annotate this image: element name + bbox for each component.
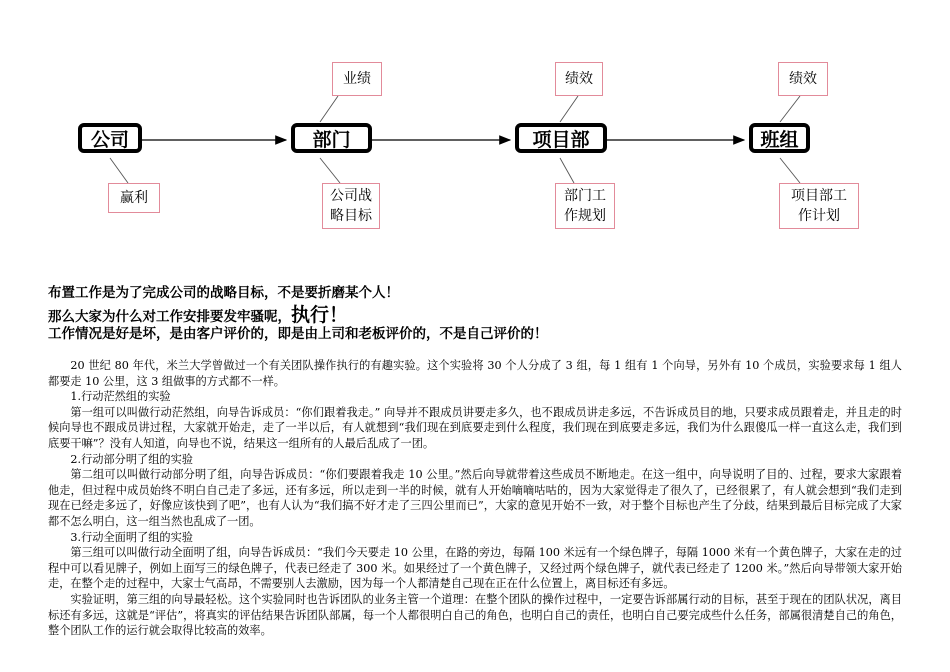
node-department: 部门 xyxy=(291,123,372,153)
flow-diagram xyxy=(0,0,950,250)
pointer-top-1 xyxy=(320,96,338,122)
callout-kpi-2: 绩效 xyxy=(778,62,828,96)
pointer-top-3 xyxy=(780,96,800,122)
callout-profit: 赢利 xyxy=(108,183,160,213)
heading-line-2-text: 那么大家为什么对工作安排要发牢骚呢， xyxy=(48,309,291,325)
callout-performance: 业绩 xyxy=(332,62,382,96)
paragraph-group-3: 第三组可以叫做行动全面明了组，向导告诉成员：“我们今天要走 10 公里，在路的旁边，每隔 100 米远有一个绿色牌子，每隔 1000 米有一个黄色牌子，大家在走的过程中可以看见牌子，例如上面写三的绿色牌子，代表已经走了 300 米。如果经过了一个黄色牌子，又经过两个绿色牌子，就代表已经走了 1200 米。”然后向导带领大家开始走，在整个走的过程中，大家士气高昂，不需要别人去激励，因为每一个人都清楚自己现在正在什么位置上，离目标还有多远。 xyxy=(48,546,902,591)
section-title-1: 1.行动茫然组的实验 xyxy=(70,390,171,404)
callout-company-strategy: 公司战 略目标 xyxy=(322,183,380,229)
heading-line-1: 布置工作是为了完成公司的战略目标，不是要折磨某个人！ xyxy=(48,285,399,301)
pointer-bottom-3 xyxy=(560,158,574,183)
section-title-2: 2.行动部分明了组的实验 xyxy=(70,452,193,466)
pointer-bottom-4 xyxy=(780,158,800,183)
heading-execute: 执行！ xyxy=(291,304,349,326)
callout-kpi-1: 绩效 xyxy=(555,62,603,96)
node-company: 公司 xyxy=(78,123,142,153)
pointer-bottom-2 xyxy=(320,158,340,183)
callout-dept-plan: 部门工 作规划 xyxy=(555,183,615,229)
node-team: 班组 xyxy=(749,123,810,153)
pointer-top-2 xyxy=(560,96,578,122)
article-body xyxy=(48,358,902,639)
paragraph-conclusion: 实验证明，第三组的向导最轻松。这个实验同时也告诉团队的业务主管一个道理：在整个团队的操作过程中，一定要告诉部属行动的目标，甚至于现在的团队状况，离目标还有多远，这就是“评估”，将真实的评估结果告诉团队部属，每一个人都很明白自己的角色，也明白自己的责任，也明白自己要完成些什么任务，部属很清楚自己的角色，整个团队工作的运行就会取得比较高的效率。 xyxy=(48,592,902,638)
paragraph-group-1: 第一组可以叫做行动茫然组，向导告诉成员：“你们跟着我走。” 向导并不跟成员讲要走多久，也不跟成员讲走多远，不告诉成员目的地，只要求成员跟着走，并且走的时候向导也不跟成员讲过程，大家就开始走，走了一半以后，有人就想到“我们现在到底要走到什么程度，我们现在到底要走多远，我们为什么跟傻瓜一样一直这么走，我们到底要干嘛”？没有人知道，向导也不说，结果这一组所有的人最后乱成了一团。 xyxy=(48,405,902,450)
callout-project-plan: 项目部工 作计划 xyxy=(779,183,859,229)
heading-line-3: 工作情况是好是坏，是由客户评价的，即是由上司和老板评价的，不是自己评价的！ xyxy=(48,326,548,342)
section-title-3: 3.行动全面明了组的实验 xyxy=(70,530,193,544)
paragraph-group-2: 第二组可以叫做行动部分明了组，向导告诉成员：“你们要跟着我走 10 公里。”然后向导就带着这些成员不断地走。在这一组中，向导说明了目的、过程，要求大家跟着他走，但过程中成员始终不明白自己走了多远，还有多远，所以走到一半的时候，就有人开始嘀嘀咕咕的，因为大家觉得走了很久了，已经很累了，有人就会想到“我们走到现在已经走多远了，好像应该快到了吧”，也有人认为“我们搞不好才走了三四公里而已”，大家的意见开始不一致，对于整个目标也产生了分歧，结果到最后目标完成了大家都不怎么明白，这一组当然也乱成了一团。 xyxy=(48,468,902,528)
node-project-dept: 项目部 xyxy=(515,123,607,153)
pointer-bottom-1 xyxy=(110,158,128,183)
paragraph-intro: 20 世纪 80 年代，米兰大学曾做过一个有关团队操作执行的有趣实验。这个实验将 30 个人分成了 3 组，每 1 组有 1 个向导，另外有 10 个成员，实验要求每 1 组人都要走 10 公里，这 3 组做事的方式都不一样。 xyxy=(48,359,902,388)
